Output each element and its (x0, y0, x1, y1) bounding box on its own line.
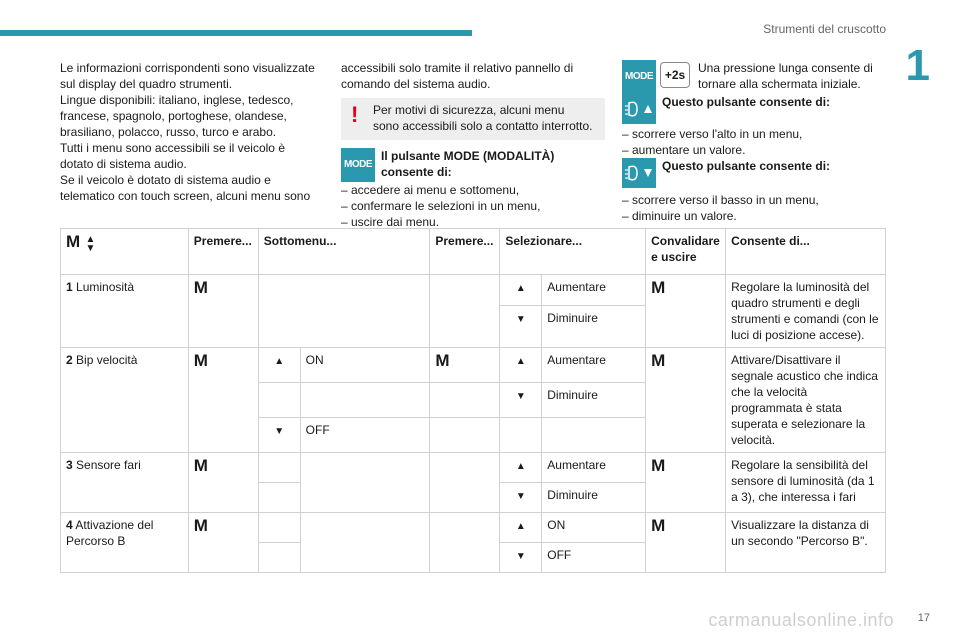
warning-text: Per motivi di sicurezza, alcuni menu (373, 103, 565, 117)
press-cell (188, 453, 258, 513)
up-arrow-icon: ▲ (85, 233, 96, 245)
arrow-cell (500, 453, 542, 483)
option-cell (542, 418, 646, 453)
mode-m-icon: M (651, 351, 666, 370)
arrow-cell (258, 348, 300, 383)
intro-line: francese, spagnolo, portoghese, olandese, (60, 109, 287, 123)
menu-number: 2 (66, 353, 73, 367)
section-title: Strumenti del cruscotto (763, 22, 886, 36)
menu-name-cell (61, 348, 189, 453)
arrow-cell (258, 483, 300, 513)
arrow-cell (258, 543, 300, 573)
page-number: 17 (917, 612, 930, 624)
intro-line: dotato di sistema audio. (60, 157, 187, 171)
up-item: – aumentare un valore. (622, 143, 746, 157)
arrow-cell (500, 383, 542, 418)
col-header: Premere... (188, 229, 258, 275)
intro-column (60, 60, 325, 204)
option-cell: Aumentare (542, 453, 646, 483)
menu-number: 1 (66, 280, 73, 294)
long-press-block (622, 60, 892, 126)
header-nav-icon (61, 229, 189, 275)
arrow-cell (500, 483, 542, 513)
arrow-cell (500, 275, 542, 306)
option-cell: OFF (542, 543, 646, 573)
table-header-row (61, 229, 886, 275)
mode-column (341, 60, 606, 230)
arrow-cell (500, 543, 542, 573)
up-arrow-icon: ▲ (515, 461, 526, 472)
arrow-cell (500, 513, 542, 543)
mode-title: Il pulsante MODE (MODALITÀ) (381, 149, 555, 163)
option-cell: ON (542, 513, 646, 543)
intro-line: comando del sistema audio. (341, 77, 491, 91)
submenu-option (300, 453, 430, 513)
warning-icon: ! (351, 102, 359, 127)
down-arrow-icon: ▼ (85, 242, 96, 254)
col-header: Convalidare e uscire (646, 229, 726, 275)
mode-m-icon: M (193, 278, 208, 297)
menu-number: 4 (66, 518, 73, 532)
down-arrow-icon: ▼ (515, 314, 526, 326)
down-item: – scorrere verso il basso in un menu, (622, 193, 819, 207)
press-cell (188, 275, 258, 348)
mode-item: – uscire dai menu. (341, 215, 440, 229)
intro-line: accessibili solo tramite il relativo pannello di (341, 61, 574, 75)
description-cell: Regolare la luminosità del quadro strumenti e degli strumenti e comandi (con le luci di posizione accese). (726, 275, 886, 348)
mode-button-icon: MODE (622, 60, 656, 94)
mode-m-icon: M (66, 232, 81, 251)
option-cell: Aumentare (542, 275, 646, 306)
arrow-cell (500, 306, 542, 348)
menu-table (60, 228, 886, 573)
warning-text: sono accessibili solo a contatto interrotto. (373, 119, 593, 133)
header-accent-bar (0, 30, 472, 36)
mode-m-icon: M (193, 456, 208, 475)
mode-m-icon: M (651, 516, 666, 535)
option-cell: Diminuire (542, 483, 646, 513)
long-press-line: Una pressione lunga consente di (698, 61, 873, 75)
col-header: Premere... (430, 229, 500, 275)
buttons-column (622, 60, 892, 224)
mode-item: – accedere ai menu e sottomenu, (341, 183, 520, 197)
intro-line: Lingue disponibili: italiano, inglese, tedesco, (60, 93, 294, 107)
table-row (61, 513, 886, 543)
mode-title: consente di: (381, 165, 452, 179)
up-item: – scorrere verso l'alto in un menu, (622, 127, 803, 141)
light-down-button-icon (622, 158, 656, 188)
menu-name-cell (61, 453, 189, 513)
intro-line: Le informazioni corrispondenti sono visualizzate (60, 61, 315, 75)
confirm-cell (646, 513, 726, 573)
arrow-cell (258, 383, 300, 418)
arrow-cell (500, 348, 542, 383)
submenu-option (300, 383, 430, 418)
press-cell (430, 453, 500, 513)
up-arrow-icon: ▲ (515, 356, 526, 367)
up-button-title: Questo pulsante consente di: (662, 95, 831, 109)
long-press-text (698, 60, 892, 92)
intro-line: Se il veicolo è dotato di sistema audio e (60, 173, 271, 187)
option-cell: Diminuire (542, 383, 646, 418)
mode-m-icon: M (651, 278, 666, 297)
long-press-line: tornare alla schermata iniziale. (698, 77, 861, 91)
chapter-number: 1 (905, 41, 930, 90)
down-button-title: Questo pulsante consente di: (662, 159, 831, 173)
table-row (61, 275, 886, 306)
confirm-cell (646, 453, 726, 513)
submenu-option: OFF (300, 418, 430, 453)
confirm-cell (646, 348, 726, 453)
table-row (61, 453, 886, 483)
down-arrow-icon: ▼ (515, 391, 526, 402)
mode-m-icon: M (435, 351, 450, 370)
mode-button-info (341, 148, 606, 182)
submenu-cell (258, 275, 430, 348)
confirm-cell (646, 275, 726, 348)
table-row (61, 348, 886, 383)
up-arrow-icon: ▲ (515, 521, 526, 532)
safety-warning (341, 98, 605, 140)
option-cell: Aumentare (542, 348, 646, 383)
menu-name: Attivazione del Percorso B (66, 518, 154, 548)
menu-name: Luminosità (76, 280, 135, 294)
down-arrow-icon: ▼ (515, 491, 526, 502)
light-up-button-icon (622, 94, 656, 124)
down-arrow-icon: ▼ (274, 426, 285, 437)
down-button-block (622, 158, 892, 192)
mode-m-icon: M (193, 351, 208, 370)
option-cell: Diminuire (542, 306, 646, 348)
arrow-cell (258, 513, 300, 543)
mode-m-icon: M (651, 456, 666, 475)
menu-number: 3 (66, 458, 73, 472)
down-item: – diminuire un valore. (622, 209, 737, 223)
press-cell (430, 513, 500, 573)
submenu-option: ON (300, 348, 430, 383)
submenu-option (300, 513, 430, 573)
mode-button-icon: MODE (341, 148, 375, 182)
arrow-cell (258, 453, 300, 483)
intro-line: Tutti i menu sono accessibili se il veicolo è (60, 141, 285, 155)
menu-name: Sensore fari (76, 458, 141, 472)
mode-item: – confermare le selezioni in un menu, (341, 199, 541, 213)
intro-line: sul display del quadro strumenti. (60, 77, 233, 91)
intro-line: brasiliano, polacco, russo, turco e arabo. (60, 125, 277, 139)
col-header: Consente di... (726, 229, 886, 275)
up-arrow-icon: ▲ (515, 283, 526, 294)
up-arrow-icon: ▲ (274, 356, 285, 367)
mode-m-icon: M (193, 516, 208, 535)
watermark: carmanualsonline.info (708, 610, 894, 630)
arrow-cell (500, 418, 542, 453)
intro-line: telematico con touch screen, alcuni menu sono (60, 189, 311, 203)
description-cell: Visualizzare la distanza di un secondo "Percorso B". (726, 513, 886, 573)
down-arrow-icon: ▼ (515, 551, 526, 562)
hold-2s-icon: +2s (660, 62, 690, 88)
description-cell: Regolare la sensibilità del sensore di luminosità (da 1 a 3), che interessa i fari (726, 453, 886, 513)
col-header: Selezionare... (500, 229, 646, 275)
press-cell (188, 348, 258, 453)
menu-name-cell (61, 513, 189, 573)
press-cell (430, 383, 500, 418)
press-cell (430, 418, 500, 453)
menu-name-cell (61, 275, 189, 348)
press-cell (430, 348, 500, 383)
press-cell (188, 513, 258, 573)
press-cell (430, 275, 500, 348)
menu-name: Bip velocità (76, 353, 138, 367)
col-header: Sottomenu... (258, 229, 430, 275)
arrow-cell (258, 418, 300, 453)
description-cell: Attivare/Disattivare il segnale acustico che indica che la velocità programmata è stata superata e selezionare la velocità. (726, 348, 886, 453)
